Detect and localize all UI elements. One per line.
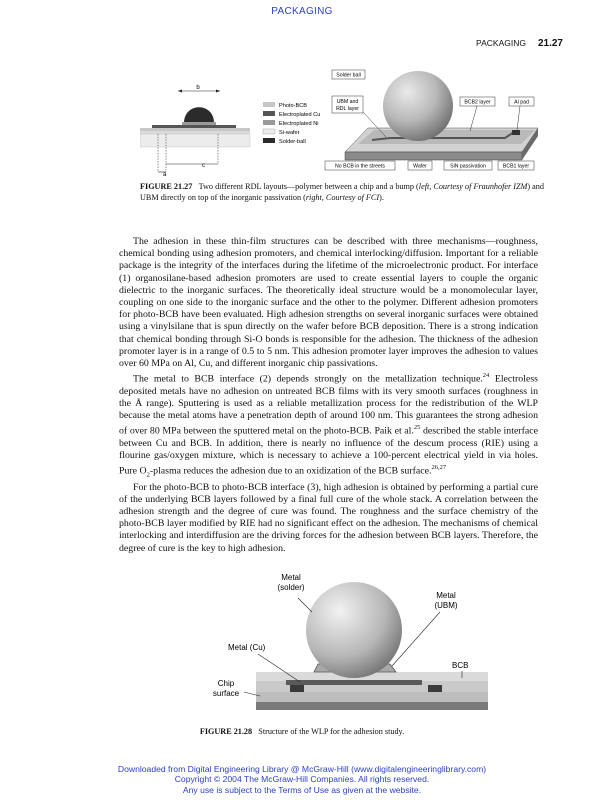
callout-leader (470, 106, 477, 131)
metal-cu (286, 680, 422, 685)
label-bcb: BCB (452, 661, 469, 670)
pad-right (428, 685, 442, 692)
footer-download-link[interactable]: Downloaded from Digital Engineering Library @ McGraw-Hill (www.digitalengineeringlibrary.com) (117, 764, 487, 774)
paragraph-2-text: -plasma reduces the adhesion due to an oxidization of the BCB surface. (149, 465, 432, 477)
paragraph-1: The adhesion in these thin-film structures can be described with three mechanisms—roughness, chemical bonding using adhesion promoters, and chemical interlocking/diffusion. Important for a reliable package is the integrity of the interfaces during the lifetime of the microelectronic product. For interface (1) organosilane-based adhesion promoters are used to create essential layers to couple the organic dielectric to the inorganic surfaces. The theoretically ideal structure would be a monomolecular layer, coupling on one side to the inorganic surface and the other to the polymer. Different adhesion promoters for photo-BCB have been evaluated. High adhesion strengths on several inorganic surfaces were obtained using a vinylsilane that is spun directly on the wafer before BCB deposition. There is a strong indication that chemical bonding through Si-O bonds is responsible for the adhesion. The thickness of the adhesion promoter layer is in a range of 0.5 to 5 nm. This adhesion promoter layer improves the adhesion to values over 60 MPa on Al, Cu, and different inorganic chip passivations. (119, 236, 538, 370)
paragraph-2-text: The metal to BCB interface (2) depends strongly on the metallization technique. (133, 373, 483, 385)
callout-ubm-2: RDL layer (336, 106, 359, 112)
running-head-section: PACKAGING (476, 38, 526, 48)
figure-21-27-caption (140, 182, 544, 203)
label-chip-2: surface (212, 689, 240, 698)
caption-text: ) and UBM directly on top of the inorganic passivation ( (140, 182, 544, 202)
caption-credit-left: left, Courtesy of Fraunhofer IZM (418, 182, 528, 191)
figure-21-27 (140, 60, 550, 180)
paragraph-3: For the photo-BCB to photo-BCB interface (3), high adhesion is obtained by performing a partial cure of the underlying BCB layers followed by a final full cure of the whole stack. A correlation between the adhesion strength and the degree of cure was found. The roughness and the surface chemistry of the photo-BCB layer modified by RIE had no significant effect on the adhesion. The mechanisms of chemical interlocking and interdiffusion are the driving forces for the adhesion between BCB layers. Therefore, the degree of cure is the key to high adhesion. (119, 481, 538, 554)
callout-ubm-1: UBM and (336, 99, 359, 105)
wlp-structure (213, 573, 488, 710)
caption-text: Structure of the WLP for the adhesion study. (258, 727, 405, 736)
figure-21-28-caption (0, 727, 604, 736)
callout-sin: SiN passivation (450, 163, 486, 170)
si-wafer (140, 134, 250, 147)
paragraph-2-text: described the stable interface between Cu and BCB. In addition, there is nearly no influence of the descum process (RIE) using a flourine gas/oxygen mixture, which is necessary to achieve a 100-percent electrical yield in via holes. Pure O (119, 425, 538, 477)
legend-solder: Solder-ball (279, 139, 306, 145)
callout-wafer: Wafer (413, 163, 427, 170)
left-rdl-diagram (140, 85, 250, 178)
al-pad (512, 130, 520, 135)
dimension-b-label: b (196, 85, 200, 91)
right-ubm-diagram (325, 70, 538, 170)
figure-21-28 (200, 568, 490, 726)
label-metal-solder-2: (solder) (277, 583, 305, 592)
solder-ball (306, 582, 402, 678)
reference: 25 (413, 424, 421, 432)
label-metal-ubm-2: (UBM) (434, 601, 458, 610)
subscript: 2 (146, 471, 150, 479)
callout-bcb2: BCB2 layer (464, 99, 491, 106)
page-number: 21.27 (537, 38, 563, 49)
legend (263, 102, 320, 145)
caption-text: ). (379, 192, 384, 202)
chip-surface (256, 692, 488, 702)
leader-solder (298, 598, 312, 612)
paragraph-2 (119, 370, 538, 481)
cu-layer (152, 125, 236, 128)
bcb-layer-bottom (140, 131, 250, 134)
header-banner: PACKAGING (271, 6, 333, 17)
solder-ball (383, 71, 453, 141)
label-chip-1: Chip (217, 679, 235, 688)
dimension-a-label: a (163, 172, 167, 178)
chip-base (256, 702, 488, 710)
footer-copyright: Copyright © 2004 The McGraw-Hill Companies. All rights reserved. (174, 774, 430, 785)
dimension-c-label: c (202, 163, 205, 169)
dimension-arrow (216, 90, 220, 93)
callout-leader (517, 106, 520, 130)
paragraph-2-text: Electroless deposited metals have no adhesion on untreated BCB films with its very smooth surfaces (roughness in the Å range). Sputtering is used as a reliable metallization process for the redistribution of the WLP because the metal atoms have a penetration depth of around 100 nm. This guarantees the strong adhesion of over 80 MPa between the sputtered metal on the photo-BCB. Paik et al. (119, 373, 538, 437)
legend-photo-bcb: Photo-BCB (279, 103, 307, 109)
pad-left (290, 685, 304, 692)
ni-layer (182, 122, 216, 125)
running-head (476, 38, 563, 49)
reference: 26,27 (431, 464, 447, 472)
callout-bcb1: BCB1 layer (502, 163, 530, 170)
callout-solder-ball: Solder ball (336, 72, 361, 79)
caption-credit-right: right, Courtesy of FCI (305, 192, 380, 202)
wafer-front (345, 152, 522, 160)
footer-terms: Any use is subject to the Terms of Use as given at the website. (182, 784, 422, 795)
dimension-arrow (178, 90, 182, 93)
solder-bump (184, 107, 214, 123)
legend-swatch (263, 138, 275, 143)
legend-ni: Electroplated Ni (279, 121, 319, 127)
caption-label: FIGURE 21.27 (140, 182, 193, 191)
caption-text: Two different RDL layouts—polymer between a chip and a bump ( (198, 182, 419, 191)
label-metal-ubm-1: Metal (436, 591, 456, 600)
legend-cu: Electroplated Cu (279, 112, 321, 118)
caption-label: FIGURE 21.28 (199, 727, 253, 736)
legend-swatch (263, 129, 275, 134)
body-text (119, 236, 538, 555)
footer (0, 764, 604, 795)
legend-si: Si-wafer (279, 130, 300, 136)
label-metal-solder-1: Metal (281, 573, 301, 582)
legend-swatch (263, 120, 275, 125)
bcb-layer-top (140, 128, 250, 131)
legend-swatch (263, 102, 275, 107)
legend-swatch (263, 111, 275, 116)
callout-no-bcb: No BCB in the streets (335, 163, 385, 170)
label-metal-cu: Metal (Cu) (228, 643, 266, 652)
reference: 24 (482, 372, 490, 380)
callout-al-pad: Al pad (514, 99, 529, 106)
